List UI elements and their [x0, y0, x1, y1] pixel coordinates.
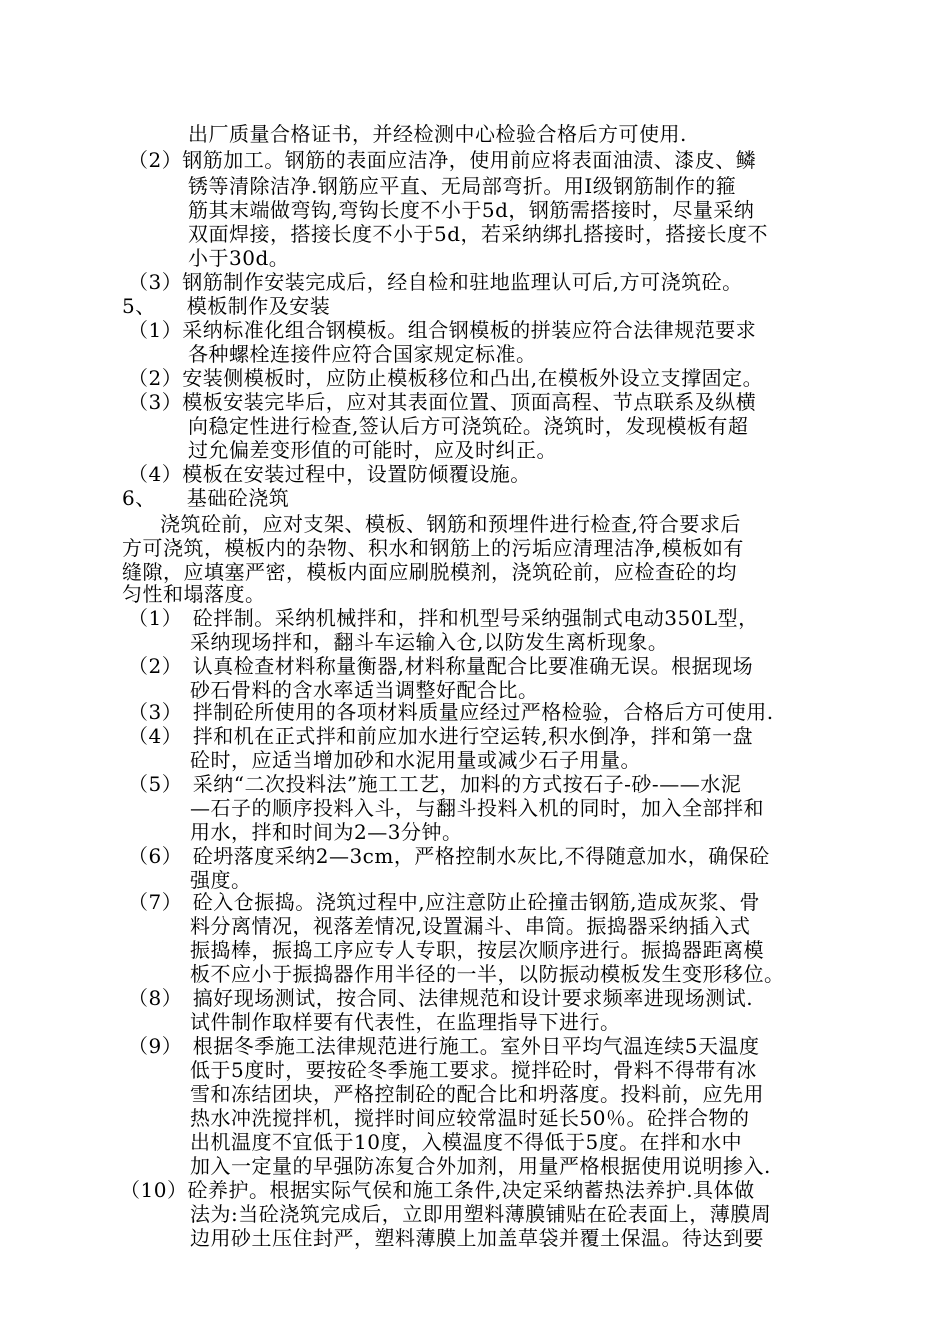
text-line: —石子的顺序投料入斗，与翻斗投料入机的同时，加入全部拌和: [190, 796, 764, 820]
text-line: 浇筑砼前，应对支架、模板、钢筋和预埋件进行检查,符合要求后: [160, 512, 741, 536]
text-line: （6） 砼坍落度采纳2—3cm，严格控制水灰比,不得随意加水，确保砼: [128, 844, 770, 868]
text-line: 缝隙，应填塞严密，模板内面应刷脱模剂，浇筑砼前，应检查砼的均: [122, 560, 737, 584]
text-line: 强度。: [190, 868, 252, 892]
text-line: 砂石骨料的含水率适当调整好配合比。: [190, 678, 539, 702]
text-line: （2）钢筋加工。钢筋的表面应洁净，使用前应将表面油渍、漆皮、鳞: [128, 148, 757, 172]
section-heading: 5、 模板制作及安装: [122, 294, 331, 318]
text-line: 砼时，应适当增加砂和水泥用量或减少石子用量。: [190, 748, 641, 772]
text-line: 边用砂土压住封严，塑料薄膜上加盖草袋并覆土保温。待达到要: [190, 1226, 764, 1250]
text-line: 加入一定量的早强防冻复合外加剂，用量严格根据使用说明掺入.: [190, 1154, 771, 1178]
text-line: 小于30d。: [188, 246, 290, 270]
text-line: 采纳现场拌和，翻斗车运输入仓,以防发生离析现象。: [190, 630, 669, 654]
text-line: （8） 搞好现场测试，按合同、法律规范和设计要求频率进现场测试.: [128, 986, 754, 1010]
text-line: （7） 砼入仓振捣。浇筑过程中,应注意防止砼撞击钢筋,造成灰浆、骨: [128, 890, 760, 914]
text-line: （2）安装侧模板时，应防止模板移位和凸出,在模板外设立支撑固定。: [128, 366, 764, 390]
text-line: （3） 拌制砼所使用的各项材料质量应经过严格检验，合格后方可使用.: [128, 700, 774, 724]
text-line: 料分离情况，视落差情况,设置漏斗、串筒。振捣器采纳插入式: [190, 914, 751, 938]
text-line: 用水，拌和时间为2—3分钟。: [190, 820, 463, 844]
text-line: 向稳定性进行检查,签认后方可浇筑砼。浇筑时，发现模板有超: [188, 414, 749, 438]
text-line: 锈等清除洁净.钢筋应平直、无局部弯折。用Ⅰ级钢筋制作的箍: [188, 174, 737, 198]
text-line: 热水冲洗搅拌机，搅拌时间应较常温时延长50％。砼拌合物的: [190, 1106, 750, 1130]
text-line: 低于5度时，要按砼冬季施工要求。搅拌砼时，骨料不得带有冰: [190, 1058, 757, 1082]
section-heading: 6、 基础砼浇筑: [122, 486, 290, 510]
text-line: （4） 拌和机在正式拌和前应加水进行空运转,积水倒净，拌和第一盘: [128, 724, 754, 748]
text-line: 过允偏差变形值的可能时，应及时纠正。: [188, 438, 557, 462]
text-line: 双面焊接，搭接长度不小于5d，若采纳绑扎搭接时，搭接长度不: [188, 222, 769, 246]
text-line: （2） 认真检查材料称量衡器,材料称量配合比要准确无误。根据现场: [128, 654, 754, 678]
text-line: 雪和冻结团块，严格控制砼的配合比和坍落度。投料前，应先用: [190, 1082, 764, 1106]
text-line: 各种螺栓连接件应符合国家规定标准。: [188, 342, 537, 366]
text-line: （1）采纳标准化组合钢模板。组合钢模板的拼装应符合法律规范要求: [128, 318, 757, 342]
text-line: 出机温度不宜低于10度，入模温度不得低于5度。在拌和水中: [190, 1130, 743, 1154]
text-line: 法为:当砼浇筑完成后，立即用塑料薄膜铺贴在砼表面上，薄膜周: [190, 1202, 772, 1226]
text-line: 筋其末端做弯钩,弯钩长度不小于5d，钢筋需搭接时，尽量采纳: [188, 198, 755, 222]
text-line: （3）钢筋制作安装完成后，经自检和驻地监理认可后,方可浇筑砼。: [128, 270, 743, 294]
text-line: （4）模板在安装过程中，设置防倾覆设施。: [128, 462, 531, 486]
text-line: （10）砼养护。根据实际气侯和施工条件,决定采纳蓄热法养护.具体做: [120, 1178, 755, 1202]
text-line: （5） 采纳“二次投料法”施工工艺，加料的方式按石子-砂-——水泥: [128, 772, 742, 796]
text-line: 板不应小于振捣器作用半径的一半，以防振动模板发生变形移位。: [190, 962, 785, 986]
text-line: （1） 砼拌制。采纳机械拌和，拌和机型号采纳强制式电动350L型，: [128, 606, 759, 630]
text-line: 方可浇筑，模板内的杂物、积水和钢筋上的污垢应清理洁净,模板如有: [122, 536, 744, 560]
text-line: 匀性和塌落度。: [122, 582, 266, 606]
text-line: 出厂质量合格证书，并经检测中心检验合格后方可使用.: [188, 122, 687, 146]
text-line: （9） 根据冬季施工法律规范进行施工。室外日平均气温连续5天温度: [128, 1034, 760, 1058]
text-line: 试件制作取样要有代表性，在监理指导下进行。: [190, 1010, 621, 1034]
text-line: 振捣棒，振捣工序应专人专职，按层次顺序进行。振捣器距离模: [190, 938, 764, 962]
text-line: （3）模板安装完毕后，应对其表面位置、顶面高程、节点联系及纵横: [128, 390, 757, 414]
